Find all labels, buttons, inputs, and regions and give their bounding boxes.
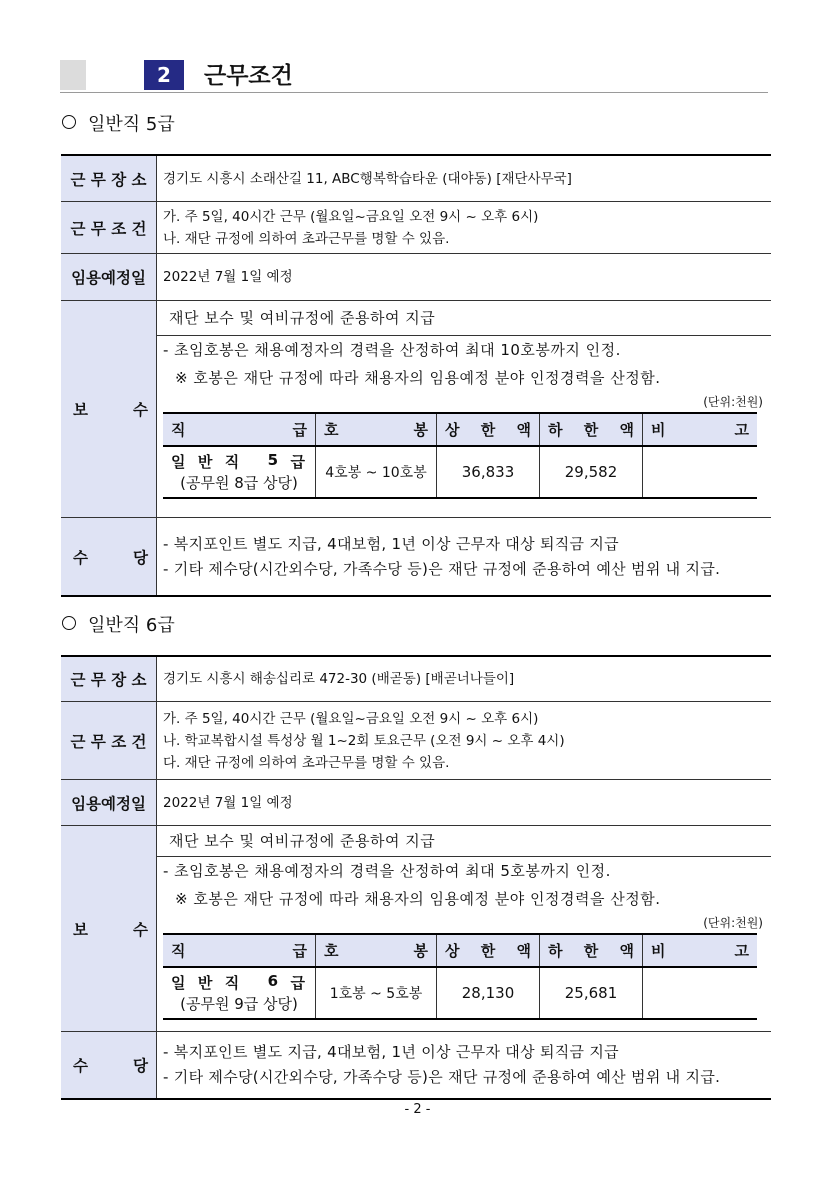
label-conditions: 근 무 조 건 — [61, 202, 157, 253]
condition-line: 가. 주 5일, 40시간 근무 (월요일~금요일 오전 9시 ~ 오후 6시) — [163, 710, 539, 727]
grade-cell: 일 반 직 5 급 (공무원 8급 상당) — [163, 446, 316, 498]
grade-cell: 일 반 직 6 급 (공무원 9급 상당) — [163, 967, 316, 1019]
salary-table-row — [163, 446, 757, 498]
salary-step-rule: - 초임호봉은 채용예정자의 경력을 산정하여 최대 5호봉까지 인정. — [163, 862, 611, 880]
row-location — [61, 657, 771, 701]
step-cell: 4호봉 ~ 10호봉 — [316, 446, 437, 498]
row-allowance — [61, 517, 771, 595]
salary-table-row — [163, 967, 757, 1019]
label-allowance: 수 당 — [61, 1032, 157, 1098]
allowance-line: - 기타 제수당(시간외수당, 가족수당 등)은 재단 규정에 준용하여 예산 범위 내 지급. — [163, 559, 721, 578]
row-conditions — [61, 201, 771, 253]
salary-step-rule: - 초임호봉은 채용예정자의 경력을 산정하여 최대 10호봉까지 인정. — [163, 341, 621, 359]
allowance-value — [157, 518, 771, 595]
salary-basis: 재단 보수 및 여비규정에 준용하여 지급 — [157, 826, 771, 857]
header-upper: 상 한 액 — [437, 413, 540, 446]
salary-unit: (단위:천원) — [703, 395, 763, 409]
label-salary: 보 수 — [61, 826, 157, 1031]
allowance-value — [157, 1032, 771, 1098]
conditions-table — [61, 655, 771, 1100]
header-upper: 상 한 액 — [437, 934, 540, 967]
label-start-date: 임용예정일 — [61, 254, 157, 300]
salary-value — [157, 301, 771, 517]
section-number: 2 — [144, 60, 184, 90]
salary-step-note: ※ 호봉은 재단 규정에 따라 채용자의 임용예정 분야 인정경력을 산정함. — [175, 890, 661, 908]
condition-line: 다. 재단 규정에 의하여 초과근무를 명할 수 있음. — [163, 754, 450, 771]
lower-cell: 29,582 — [540, 446, 643, 498]
conditions-value — [157, 702, 771, 779]
conditions-value — [157, 202, 771, 253]
header-lower: 하 한 액 — [540, 934, 643, 967]
header-grade: 직 급 — [163, 934, 316, 967]
salary-value — [157, 826, 771, 1031]
group-title: 일반직 6급 — [62, 614, 175, 638]
lower-cell: 25,681 — [540, 967, 643, 1019]
row-location — [61, 156, 771, 201]
condition-line: 가. 주 5일, 40시간 근무 (월요일~금요일 오전 9시 ~ 오후 6시) — [163, 208, 539, 225]
section-header — [60, 60, 768, 93]
start-date-value: 2022년 7월 1일 예정 — [163, 269, 293, 285]
circle-bullet-icon — [62, 616, 76, 630]
upper-cell: 28,130 — [437, 967, 540, 1019]
header-note: 비 고 — [643, 934, 758, 967]
row-salary — [61, 825, 771, 1031]
row-start-date — [61, 253, 771, 300]
salary-unit: (단위:천원) — [703, 916, 763, 930]
header-grey-block — [60, 60, 86, 90]
row-allowance — [61, 1031, 771, 1098]
condition-line: 나. 재단 규정에 의하여 초과근무를 명할 수 있음. — [163, 230, 450, 247]
label-allowance: 수 당 — [61, 518, 157, 595]
conditions-table — [61, 154, 771, 597]
label-start-date: 임용예정일 — [61, 780, 157, 825]
section-title: 근무조건 — [204, 63, 293, 89]
note-cell — [643, 446, 758, 498]
header-lower: 하 한 액 — [540, 413, 643, 446]
note-cell — [643, 967, 758, 1019]
header-grade: 직 급 — [163, 413, 316, 446]
row-start-date — [61, 779, 771, 825]
salary-table-header — [163, 934, 757, 967]
page-number: - 2 - — [404, 1102, 431, 1117]
group-title: 일반직 5급 — [62, 113, 175, 137]
salary-table — [163, 412, 757, 499]
salary-step-note: ※ 호봉은 재단 규정에 따라 채용자의 임용예정 분야 인정경력을 산정함. — [175, 369, 661, 387]
header-note: 비 고 — [643, 413, 758, 446]
location-value: 경기도 시흥시 해송십리로 472-30 (배곧동) [배곧너나들이] — [163, 671, 515, 687]
label-salary: 보 수 — [61, 301, 157, 517]
circle-bullet-icon — [62, 115, 76, 129]
location-value: 경기도 시흥시 소래산길 11, ABC행복학습타운 (대야동) [재단사무국] — [163, 170, 572, 187]
salary-table-header — [163, 413, 757, 446]
header-step: 호 봉 — [316, 413, 437, 446]
condition-line: 나. 학교복합시설 특성상 월 1~2회 토요근무 (오전 9시 ~ 오후 4시) — [163, 732, 565, 749]
row-salary — [61, 300, 771, 517]
upper-cell: 36,833 — [437, 446, 540, 498]
label-location: 근 무 장 소 — [61, 156, 157, 201]
allowance-line: - 기타 제수당(시간외수당, 가족수당 등)은 재단 규정에 준용하여 예산 범위 내 지급. — [163, 1068, 721, 1086]
label-conditions: 근 무 조 건 — [61, 702, 157, 779]
start-date-value: 2022년 7월 1일 예정 — [163, 794, 293, 811]
allowance-line: - 복지포인트 별도 지급, 4대보험, 1년 이상 근무자 대상 퇴직금 지급 — [163, 1043, 619, 1061]
step-cell: 1호봉 ~ 5호봉 — [316, 967, 437, 1019]
salary-basis: 재단 보수 및 여비규정에 준용하여 지급 — [157, 301, 771, 336]
label-location: 근 무 장 소 — [61, 657, 157, 701]
allowance-line: - 복지포인트 별도 지급, 4대보험, 1년 이상 근무자 대상 퇴직금 지급 — [163, 534, 619, 553]
row-conditions — [61, 701, 771, 779]
header-step: 호 봉 — [316, 934, 437, 967]
salary-table — [163, 933, 757, 1020]
